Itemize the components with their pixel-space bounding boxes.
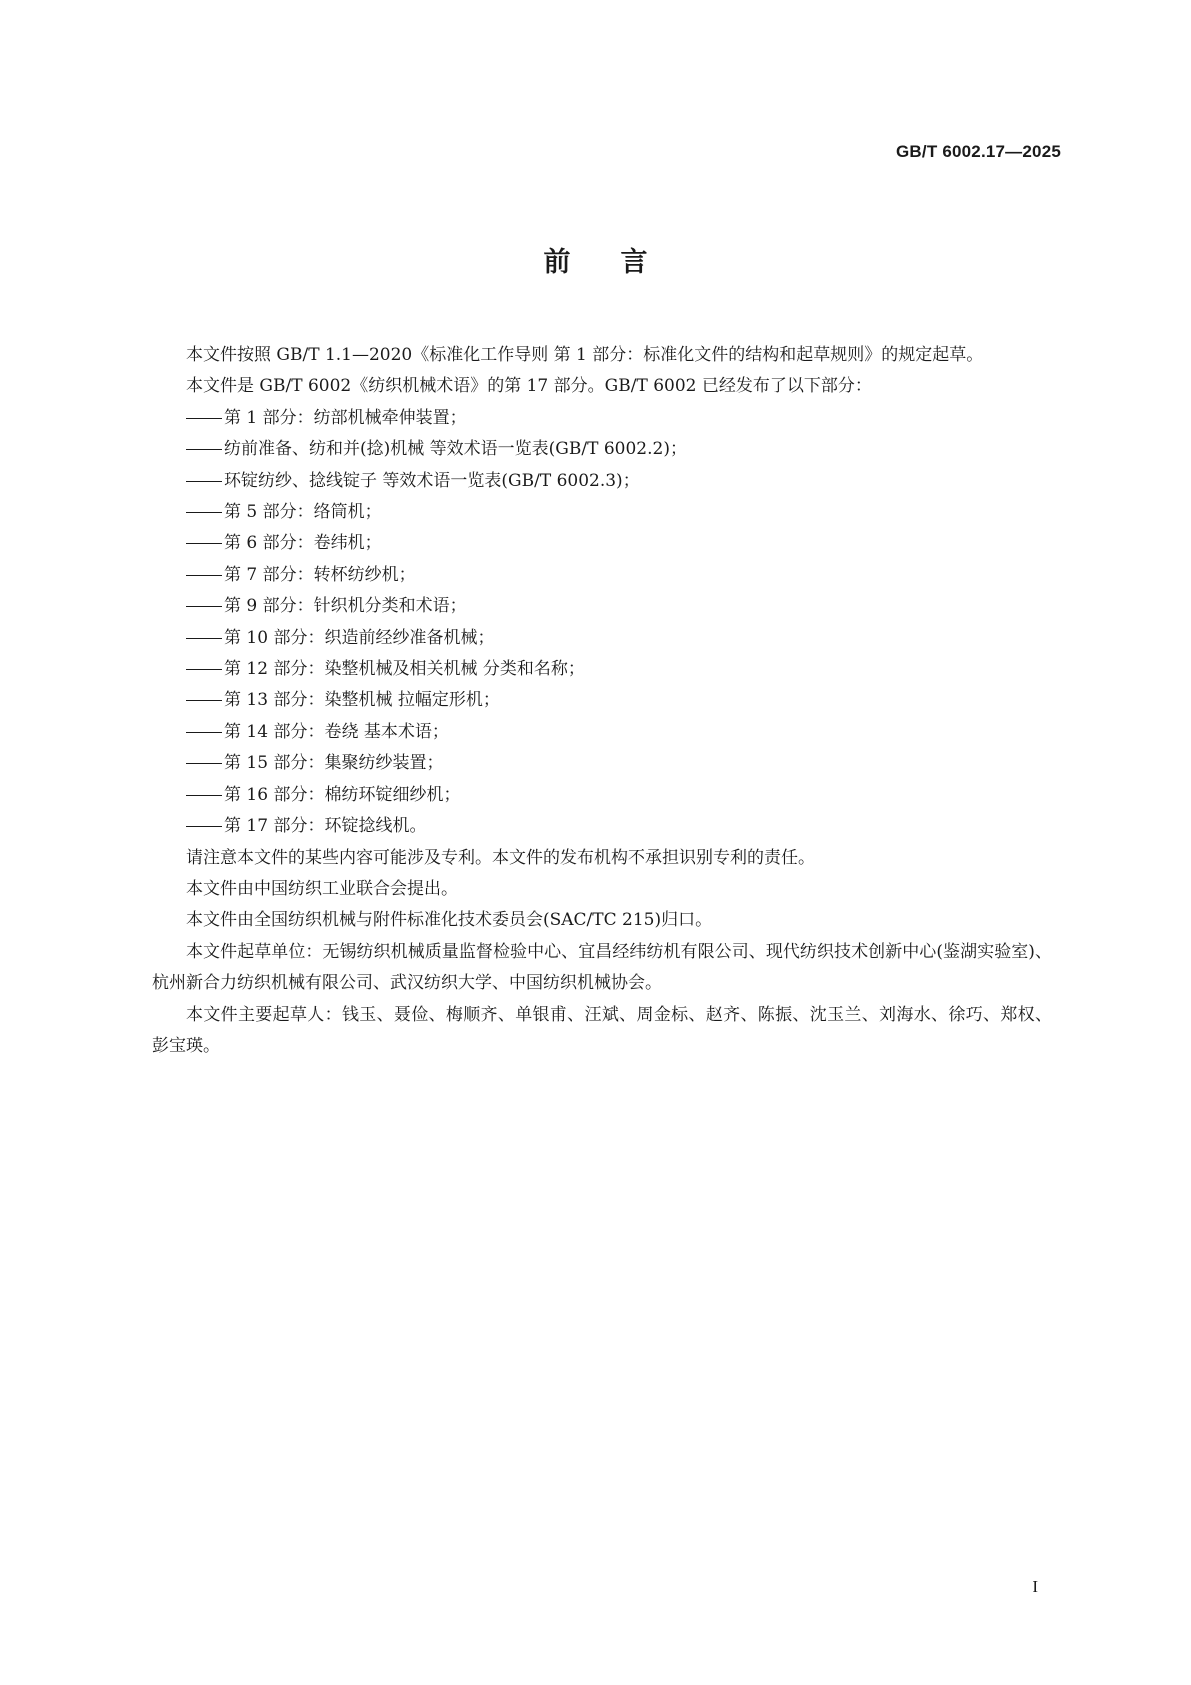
- dash-mark: [186, 449, 222, 450]
- dash-mark: [186, 669, 222, 670]
- paragraph-patent-notice: 请注意本文件的某些内容可能涉及专利。本文件的发布机构不承担识别专利的责任。: [186, 847, 815, 868]
- paragraph-proposer: 本文件由中国纺织工业联合会提出。: [186, 878, 458, 899]
- dash-mark: [186, 481, 222, 482]
- dash-mark: [186, 543, 222, 544]
- paragraph-technical-committee: 本文件由全国纺织机械与附件标准化技术委员会(SAC/TC 215)归口。: [186, 910, 713, 931]
- foreword-content: [152, 340, 1052, 1062]
- list-item: 第 10 部分：织造前经纱准备机械；: [152, 623, 1052, 654]
- dash-mark: [186, 732, 222, 733]
- dash-mark: [186, 418, 222, 419]
- dash-mark: [186, 606, 222, 607]
- paragraph-series-intro: 本文件是 GB/T 6002《纺织机械术语》的第 17 部分。GB/T 6002 已经发布了以下部分：: [186, 376, 872, 397]
- dash-mark: [186, 795, 222, 796]
- list-item: 第 17 部分：环锭捻线机。: [152, 811, 1052, 842]
- list-item: 第 14 部分：卷绕 基本术语；: [152, 717, 1052, 748]
- list-item: 第 1 部分：纺部机械牵伸装置；: [152, 403, 1052, 434]
- paragraph-drafting-rules: 本文件按照 GB/T 1.1—2020《标准化工作导则 第 1 部分：标准化文件的结构和起草规则》的规定起草。: [186, 345, 984, 365]
- list-item: 第 5 部分：络筒机；: [152, 497, 1052, 528]
- list-item: 纺前准备、纺和并(捻)机械 等效术语一览表(GB/T 6002.2)；: [152, 434, 1052, 465]
- document-number: GB/T 6002.17—2025: [896, 142, 1061, 161]
- published-parts-list: [152, 403, 1052, 843]
- list-item: 第 6 部分：卷纬机；: [152, 528, 1052, 559]
- list-item: 第 16 部分：棉纺环锭细纱机；: [152, 780, 1052, 811]
- list-item: 第 9 部分：针织机分类和术语；: [152, 591, 1052, 622]
- dash-mark: [186, 575, 222, 576]
- list-item: 第 12 部分：染整机械及相关机械 分类和名称；: [152, 654, 1052, 685]
- dash-mark: [186, 638, 222, 639]
- dash-mark: [186, 763, 222, 764]
- paragraph-drafting-organizations: 本文件起草单位：无锡纺织机械质量监督检验中心、宜昌经纬纺机有限公司、现代纺织技术创新中心(鉴湖实验室)、杭州新合力纺织机械有限公司、武汉纺织大学、中国纺织机械协会。: [152, 941, 1052, 994]
- list-item: 环锭纺纱、捻线锭子 等效术语一览表(GB/T 6002.3)；: [152, 466, 1052, 497]
- dash-mark: [186, 512, 222, 513]
- paragraph-drafters: 本文件主要起草人：钱玉、聂俭、梅顺齐、单银甫、汪斌、周金标、赵齐、陈振、沈玉兰、刘海水、徐巧、郑权、彭宝瑛。: [152, 1004, 1052, 1056]
- list-item: 第 15 部分：集聚纺纱装置；: [152, 748, 1052, 779]
- page-number: I: [1032, 1577, 1038, 1596]
- page-title: 前言: [543, 247, 698, 278]
- dash-mark: [186, 700, 222, 701]
- dash-mark: [186, 826, 222, 827]
- list-item: 第 13 部分：染整机械 拉幅定形机；: [152, 685, 1052, 716]
- list-item: 第 7 部分：转杯纺纱机；: [152, 560, 1052, 591]
